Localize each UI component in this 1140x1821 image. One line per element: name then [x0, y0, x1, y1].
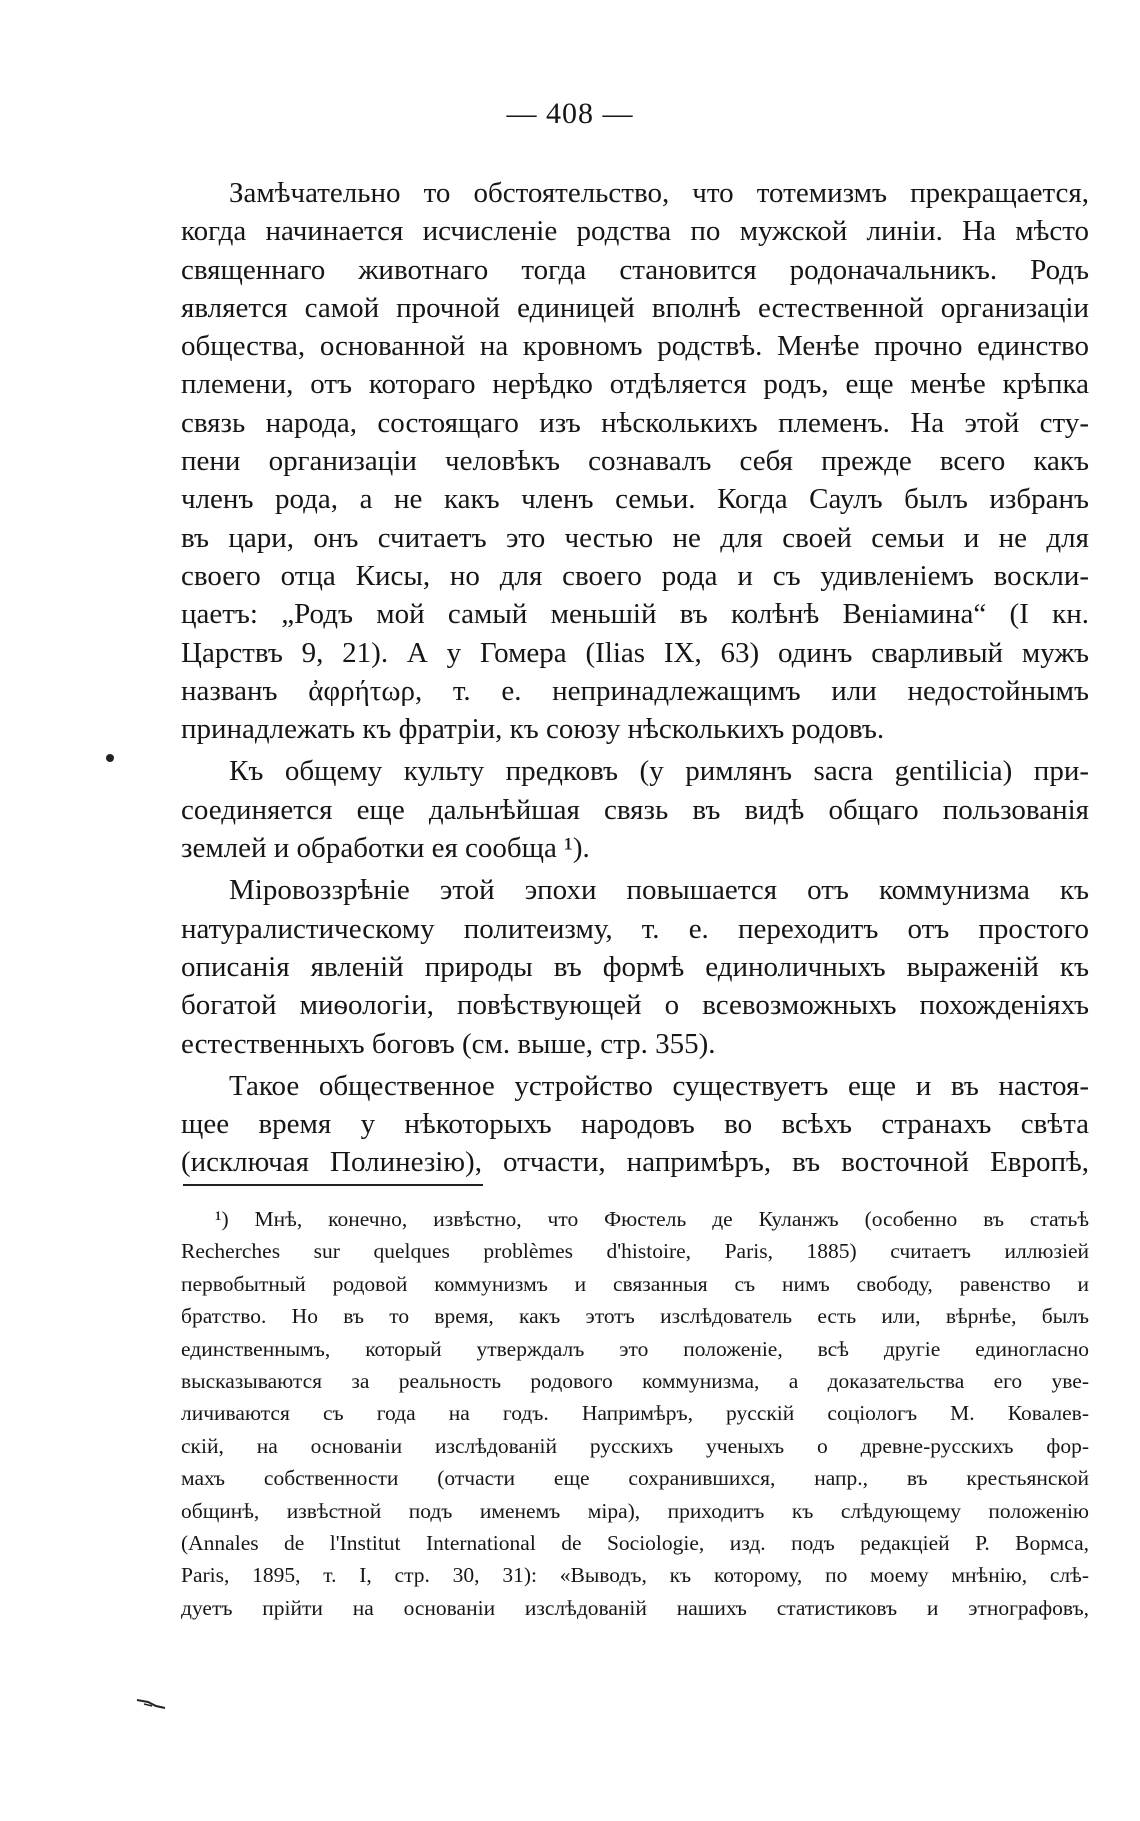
main-text [181, 174, 1089, 1182]
text-line: Царствъ 9, 21). А у Гомера (Ilias IX, 63) одинъ сварливый мужъ [181, 636, 1089, 669]
paragraph-worldview [181, 871, 1089, 1062]
footnote-line: Paris, 1895, т. I, стр. 30, 31): «Выводъ, къ которому, по моему мнѣнію, слѣ- [181, 1563, 1089, 1588]
footnote-line: скій, на основаніи изслѣдованій русскихъ ученыхъ о древне-русскихъ фор- [181, 1433, 1089, 1458]
text-line: соединяется еще дальнѣйшая связь въ видѣ общаго пользованія [181, 793, 1089, 826]
text-line: племени, отъ котораго нерѣдко отдѣляется родъ, еще менѣе крѣпка [181, 368, 1089, 401]
text-line: богатой миѳологіи, повѣствующей о всевозможныхъ похожденіяхъ [181, 989, 1089, 1022]
footnote-line: личиваются съ года на годъ. Напримѣръ, русскій соціологъ М. Ковалев- [181, 1401, 1089, 1426]
footnote-divider [183, 1184, 483, 1186]
text-line: естественныхъ боговъ (см. выше, стр. 355). [181, 1027, 716, 1060]
footnote-line: общинѣ, извѣстной подъ именемъ міра), приходитъ къ слѣдующему положенію [181, 1498, 1089, 1523]
footnote-line: ¹) Мнѣ, конечно, извѣстно, что Фюстель де Куланжъ (особенно въ статьѣ [215, 1207, 1089, 1231]
text-line: пени организаціи человѣкъ сознавалъ себя прежде всего какъ [181, 445, 1089, 478]
footnote-line: Recherches sur quelques problèmes d'histoire, Paris, 1885) считаетъ иллюзіей [181, 1239, 1089, 1264]
footnote-line: махъ собственности (отчасти еще сохранившихся, напр., въ крестьянской [181, 1466, 1089, 1491]
footnote-line: (Annales de l'Institut International de Sociologie, изд. подъ редакціей Р. Вормса, [181, 1530, 1089, 1555]
text-line: священнаго животнаго тогда становится родоначальникъ. Родъ [181, 253, 1089, 286]
text-line: щее время у нѣкоторыхъ народовъ во всѣхъ странахъ свѣта [181, 1108, 1089, 1141]
paragraph-totemism [181, 174, 1089, 748]
text-line: принадлежать къ фратріи, къ союзу нѣсколькихъ родовъ. [181, 713, 885, 746]
text-line: землей и обработки ея сообща ¹). [181, 832, 590, 865]
text-line: своего отца Кисы, но для своего рода и съ удивленіемъ воскли- [181, 559, 1089, 592]
footnote [181, 1203, 1089, 1624]
footnote-line: высказываются за реальность родового коммунизма, а доказательства его уве- [181, 1368, 1089, 1393]
text-line: Міровоззрѣніе этой эпохи повышается отъ коммунизма къ [229, 874, 1089, 907]
paragraph-ancestor-cult [181, 752, 1089, 867]
text-line: описанія явленій природы въ формѣ единоличныхъ выраженій къ [181, 950, 1089, 983]
text-line: натуралистическому политеизму, т. е. переходитъ отъ простого [181, 912, 1089, 945]
footnote-line: братство. Но въ то время, какъ этотъ изслѣдователь есть или, вѣрнѣе, былъ [181, 1304, 1089, 1329]
text-line: общества, основанной на кровномъ родствѣ. Менѣе прочно единство [181, 330, 1089, 363]
scan-mark-icon [136, 1696, 166, 1710]
text-line: цаетъ: „Родъ мой самый меньшій въ колѣнѣ Веніамина“ (I кн. [181, 598, 1089, 631]
footnote-line: единственнымъ, который утверждалъ это положеніе, всѣ другіе единогласно [181, 1336, 1089, 1361]
text-line: связь народа, состоящаго изъ нѣсколькихъ племенъ. На этой сту- [181, 406, 1089, 439]
footnote-line: первобытный родовой коммунизмъ и связанныя съ нимъ свободу, равенство и [181, 1271, 1089, 1296]
margin-dot [106, 754, 114, 762]
page-number: — 408 — [506, 97, 634, 130]
text-line: является самой прочной единицей вполнѣ естественной организаціи [181, 291, 1089, 324]
footnote-line: дуетъ прійти на основаніи изслѣдованій нашихъ статистиковъ и этнографовъ, [181, 1595, 1089, 1620]
text-line: Замѣчательно то обстоятельство, что тотемизмъ прекращается, [229, 177, 1089, 209]
text-line: названъ ἀφρήτωρ, т. е. непринадлежащимъ или недостойнымъ [181, 674, 1089, 707]
text-line: въ цари, онъ считаетъ это честью не для своей семьи и не для [181, 521, 1089, 554]
paragraph-social-order [181, 1067, 1089, 1182]
text-line: Такое общественное устройство существуетъ еще и въ настоя- [229, 1069, 1089, 1102]
text-line: когда начинается исчисленіе родства по мужской линіи. На мѣсто [181, 215, 1089, 248]
text-line: Къ общему культу предковъ (у римлянъ sacra gentilicia) при- [229, 755, 1089, 788]
text-line: (исключая Полинезію), отчасти, напримѣръ, въ восточной Европѣ, [181, 1146, 1089, 1179]
text-line: членъ рода, а не какъ членъ семьи. Когда Саулъ былъ избранъ [181, 483, 1089, 516]
